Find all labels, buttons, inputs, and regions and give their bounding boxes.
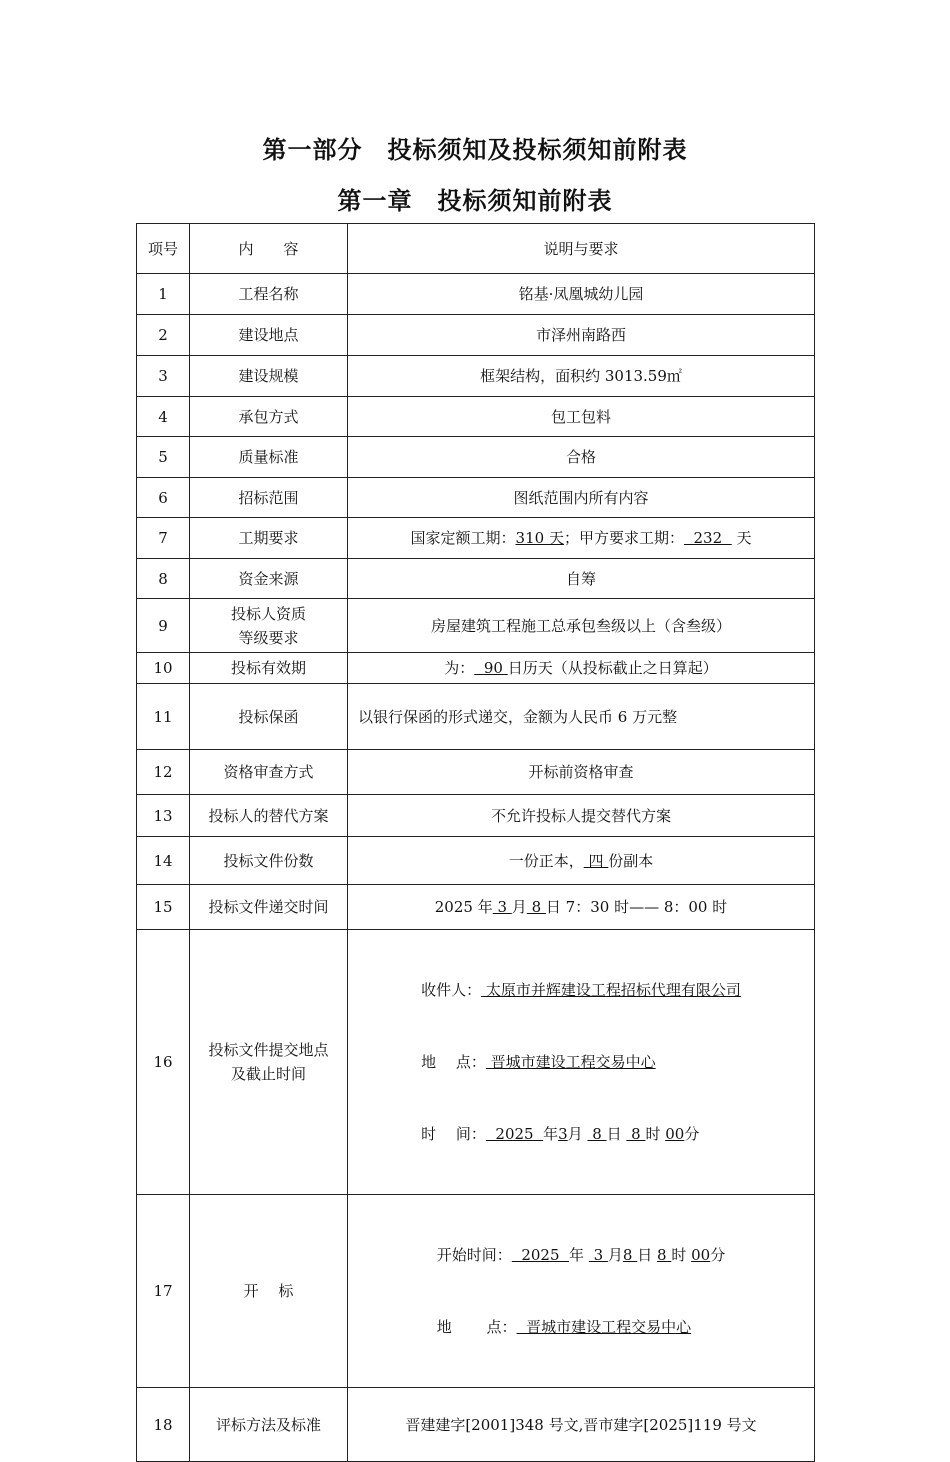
row-desc: 自筹 [348,559,815,599]
row-item: 资格审查方式 [190,750,348,795]
bid-instructions-table [136,223,815,1462]
row-item: 资金来源 [190,559,348,599]
row-item: 质量标准 [190,437,348,478]
row-desc: 以银行保函的形式递交，金额为人民币 6 万元整 [348,684,815,750]
row-no: 1 [137,274,190,315]
row-desc: 国家定额工期：310 天；甲方要求工期： 232 天 [348,518,815,559]
row-no: 3 [137,356,190,397]
table-row [137,315,815,356]
row-desc: 市泽州南路西 [348,315,815,356]
row-no: 16 [137,930,190,1195]
row-desc: 不允许投标人提交替代方案 [348,795,815,837]
header-no: 项号 [137,224,190,274]
row-no: 6 [137,478,190,518]
row-no: 4 [137,397,190,437]
row-no: 13 [137,795,190,837]
row-desc: 为： 90 日历天（从投标截止之日算起） [348,653,815,684]
table-row [137,274,815,315]
table-row [137,684,815,750]
table-row [137,930,815,1195]
part-title: 第一部分 投标须知及投标须知前附表 [262,136,688,164]
row-desc: 开始时间： 2025 年 3 月8 日 8 时 00分 地 点： 晋城市建设工程交易中心 [348,1195,815,1388]
table-row [137,1388,815,1462]
table-row [137,518,815,559]
row-desc: 收件人： 太原市并辉建设工程招标代理有限公司 地 点： 晋城市建设工程交易中心 时 间： 2025 年3月 8 日 8 时 00分 [348,930,815,1195]
row-no: 9 [137,599,190,653]
row-no: 14 [137,837,190,885]
row-item: 投标文件递交时间 [190,885,348,930]
row-desc: 图纸范围内所有内容 [348,478,815,518]
row-item: 投标文件提交地点 及截止时间 [190,930,348,1195]
row-desc: 合格 [348,437,815,478]
row-no: 5 [137,437,190,478]
row-desc: 房屋建筑工程施工总承包叁级以上（含叁级） [348,599,815,653]
row-item: 建设规模 [190,356,348,397]
row-item: 投标保函 [190,684,348,750]
table-header-row [137,224,815,274]
row-desc: 包工包料 [348,397,815,437]
table-row [137,750,815,795]
table-row [137,437,815,478]
table-row [137,795,815,837]
table-row [137,397,815,437]
table-row [137,599,815,653]
row-no: 8 [137,559,190,599]
table-row [137,559,815,599]
row-item: 开 标 [190,1195,348,1388]
row-desc: 2025 年 3 月 8 日 7：30 时—— 8：00 时 [348,885,815,930]
row-no: 12 [137,750,190,795]
table-row [137,653,815,684]
table-row [137,837,815,885]
row-item: 评标方法及标准 [190,1388,348,1462]
table-row [137,1195,815,1388]
row-desc: 框架结构，面积约 3013.59㎡ [348,356,815,397]
row-no: 2 [137,315,190,356]
row-item: 工程名称 [190,274,348,315]
row-item: 投标人资质 等级要求 [190,599,348,653]
header-item: 内 容 [190,224,348,274]
row-no: 18 [137,1388,190,1462]
table-row [137,478,815,518]
row-item: 承包方式 [190,397,348,437]
chapter-title: 第一章 投标须知前附表 [337,187,613,215]
row-no: 17 [137,1195,190,1388]
row-desc: 一份正本， 四 份副本 [348,837,815,885]
row-no: 15 [137,885,190,930]
row-desc: 铭基·凤凰城幼儿园 [348,274,815,315]
table-row [137,885,815,930]
header-desc: 说明与要求 [348,224,815,274]
row-no: 7 [137,518,190,559]
row-item: 建设地点 [190,315,348,356]
row-item: 投标人的替代方案 [190,795,348,837]
row-no: 10 [137,653,190,684]
row-item: 工期要求 [190,518,348,559]
row-desc: 晋建建字[2001]348 号文,晋市建字[2025]119 号文 [348,1388,815,1462]
row-item: 投标有效期 [190,653,348,684]
table-row [137,356,815,397]
row-item: 招标范围 [190,478,348,518]
row-desc: 开标前资格审查 [348,750,815,795]
row-no: 11 [137,684,190,750]
row-item: 投标文件份数 [190,837,348,885]
